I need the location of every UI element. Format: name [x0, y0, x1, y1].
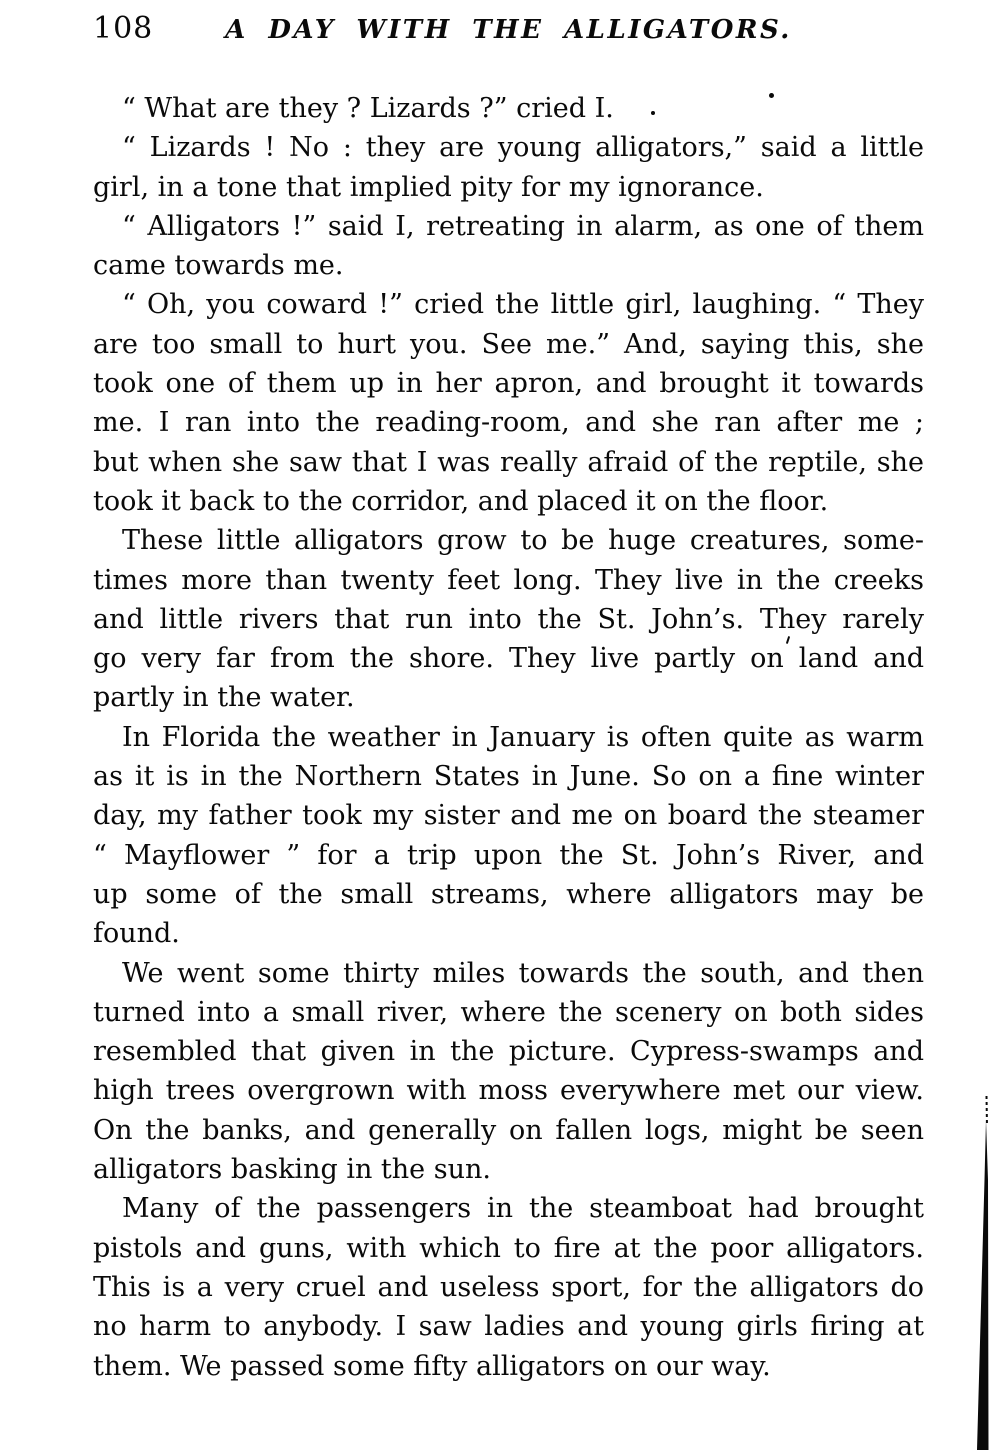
text-line: In Florida the weather in January is often quite as warm — [122, 721, 924, 753]
text-line: no harm to anybody. I saw ladies and young girls firing at — [93, 1311, 924, 1343]
text-line: This is a very cruel and useless sport, for the alligators do — [93, 1271, 924, 1303]
text-line: go very far from the shore. They live partly on land and — [93, 643, 924, 675]
text-line: are too small to hurt you. See me.” And, saying this, she — [93, 328, 924, 360]
text-line: day, my father took my sister and me on board the steamer — [93, 800, 924, 832]
page-number: 108 — [93, 11, 154, 46]
text-line: them. We passed some fifty alligators on our way. — [93, 1350, 771, 1382]
text-line: took it back to the corridor, and placed it on the floor. — [93, 485, 829, 517]
text-line: “ Mayflower ” for a trip upon the St. John’s River, and — [93, 839, 924, 871]
text-line: resembled that given in the picture. Cypress-swamps and — [93, 1036, 924, 1068]
text-line: “ What are they ? Lizards ?” cried I. — [122, 93, 614, 124]
text-line: girl, in a tone that implied pity for my ignorance. — [93, 171, 764, 203]
text-line: took one of them up in her apron, and brought it towards — [93, 368, 924, 400]
text-line: high trees overgrown with moss everywhere met our view. — [93, 1075, 924, 1107]
ink-speck — [769, 93, 774, 98]
text-line: turned into a small river, where the scenery on both sides — [93, 996, 924, 1028]
ink-speck — [651, 111, 655, 115]
text-line: These little alligators grow to be huge creatures, some- — [122, 525, 924, 557]
text-line: “ Oh, you coward !” cried the little girl, laughing. “ They — [122, 289, 924, 321]
text-line: times more than twenty feet long. They live in the creeks — [93, 564, 924, 596]
text-line: me. I ran into the reading-room, and she ran after me ; — [93, 407, 924, 439]
page-body-text — [93, 89, 924, 1386]
text-line: and little rivers that run into the St. John’s. They rarely — [93, 603, 924, 635]
running-title: A DAY WITH THE ALLIGATORS. — [225, 15, 792, 45]
text-line: as it is in the Northern States in June. So on a fine winter — [93, 761, 924, 793]
text-line: alligators basking in the sun. — [93, 1154, 491, 1186]
text-line: partly in the water. — [93, 682, 355, 714]
text-line: pistols and guns, with which to fire at the poor alligators. — [93, 1232, 924, 1264]
text-line: “ Alligators !” said I, retreating in alarm, as one of them — [122, 210, 924, 242]
running-header — [93, 13, 924, 49]
text-line: came towards me. — [93, 250, 344, 282]
text-line: but when she saw that I was really afraid of the reptile, she — [93, 446, 924, 478]
text-line: On the banks, and generally on fallen logs, might be seen — [93, 1114, 924, 1146]
text-line: Many of the passengers in the steamboat had brought — [122, 1193, 924, 1225]
text-line: “ Lizards ! No : they are young alligators,” said a little — [122, 132, 924, 164]
text-line: up some of the small streams, where alligators may be — [93, 878, 924, 910]
text-line: found. — [93, 918, 180, 950]
text-line: We went some thirty miles towards the south, and then — [122, 957, 924, 989]
